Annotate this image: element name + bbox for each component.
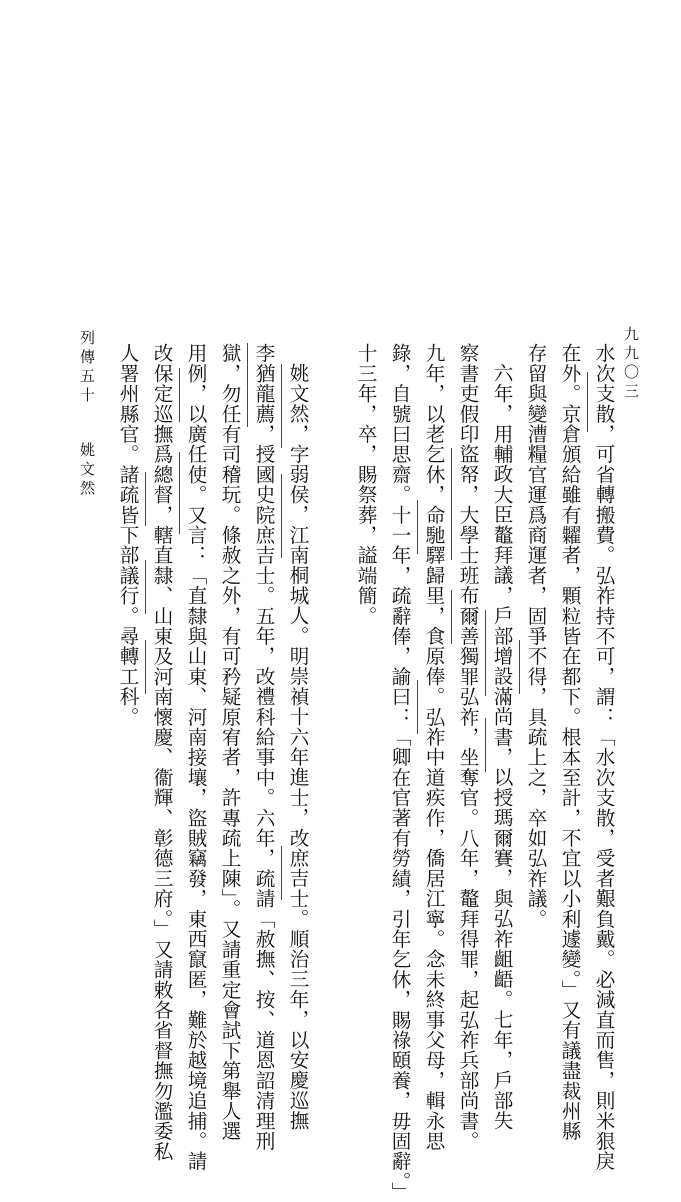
text-column: 姚文然，字弱侯，江南桐城人。明崇禎十六年進士，改庶吉士。順治三年，以安慶巡撫 (286, 363, 309, 1131)
text-column: 十三年，卒，賜祭葬，謚端簡。 (354, 343, 377, 626)
running-head: 列傳五十 (78, 330, 96, 406)
name-underline (587, 372, 588, 432)
text-column: 水次支散，可省轉搬費。弘祚持不可，謂：「水次支散，受者艱負戴。必減直而售，則米狠戾 (592, 343, 615, 1172)
text-column: 改保定巡撫爲總督，轄直隸、山東及河南懷慶、衞輝、彰德三府。」又請敕各省督撫勿濫委私 (150, 343, 173, 1162)
name-underline (485, 718, 486, 772)
text-column: 九年，以老乞休，命馳驛歸里，食原俸。弘祚中道疾作，僑居江寧。念未終事父母，輯永思 (422, 343, 445, 1151)
name-underline (281, 364, 282, 448)
text-column: 錄，自號曰思齋。十一年，疏辭俸，諭曰：「卿在官著有勞績，引年乞休，賜祿頤養，毋固辭。」 (388, 343, 411, 1202)
name-underline (281, 846, 282, 900)
name-underline (179, 480, 180, 534)
name-underline (145, 640, 146, 694)
name-underline (519, 640, 520, 694)
name-underline (281, 474, 282, 558)
text-column: 存留與變漕糧官運爲商運者，固爭不得，具疏上之，卒如弘祚議。 (524, 343, 547, 929)
name-underline (247, 343, 248, 427)
text-column: 察書吏假印盜帑，大學士班布爾善獨罪弘祚，坐奪官。八年，鼇拜得罪，起弘祚兵部尚書。 (456, 343, 479, 1151)
name-underline (417, 500, 418, 554)
text-column: 在外。京倉頒給雖有糶者，顆粒皆在都下。根本至計，不宜以小利遽變。」又有議盡裁州縣 (558, 343, 581, 1142)
name-underline (145, 560, 146, 614)
page-number: 九九〇三 (622, 326, 640, 402)
name-underline (145, 472, 146, 526)
text-column: 用例，以廣任使。又言：「直隸與山東、河南接壤，盜賊竊發，東西竄匿，難於越境追捕。請 (184, 343, 207, 1172)
text-column: 人署州縣官。諸疏皆下部議行。尋轉工科。 (116, 343, 139, 727)
name-underline (485, 610, 486, 696)
running-head-name: 姚文然 (78, 442, 96, 499)
text-column: 六年，用輔政大臣鼇拜議，戶部增設滿尚書，以授瑪爾賽，與弘祚齟齬。七年，戶部失 (490, 363, 513, 1131)
name-underline (451, 590, 452, 644)
name-underline (417, 680, 418, 734)
text-column: 獄，勿任有司稽玩。條赦之外，有可矜疑原宥者，許專疏上陳」。又請重定會試下第舉人選 (218, 343, 241, 1142)
name-underline (451, 448, 452, 560)
text-column: 李猶龍薦，授國史院庶吉士。五年，改禮科給事中。六年，疏請「赦撫、按、道恩詔清理刑 (252, 343, 275, 1151)
name-underline (179, 368, 180, 422)
